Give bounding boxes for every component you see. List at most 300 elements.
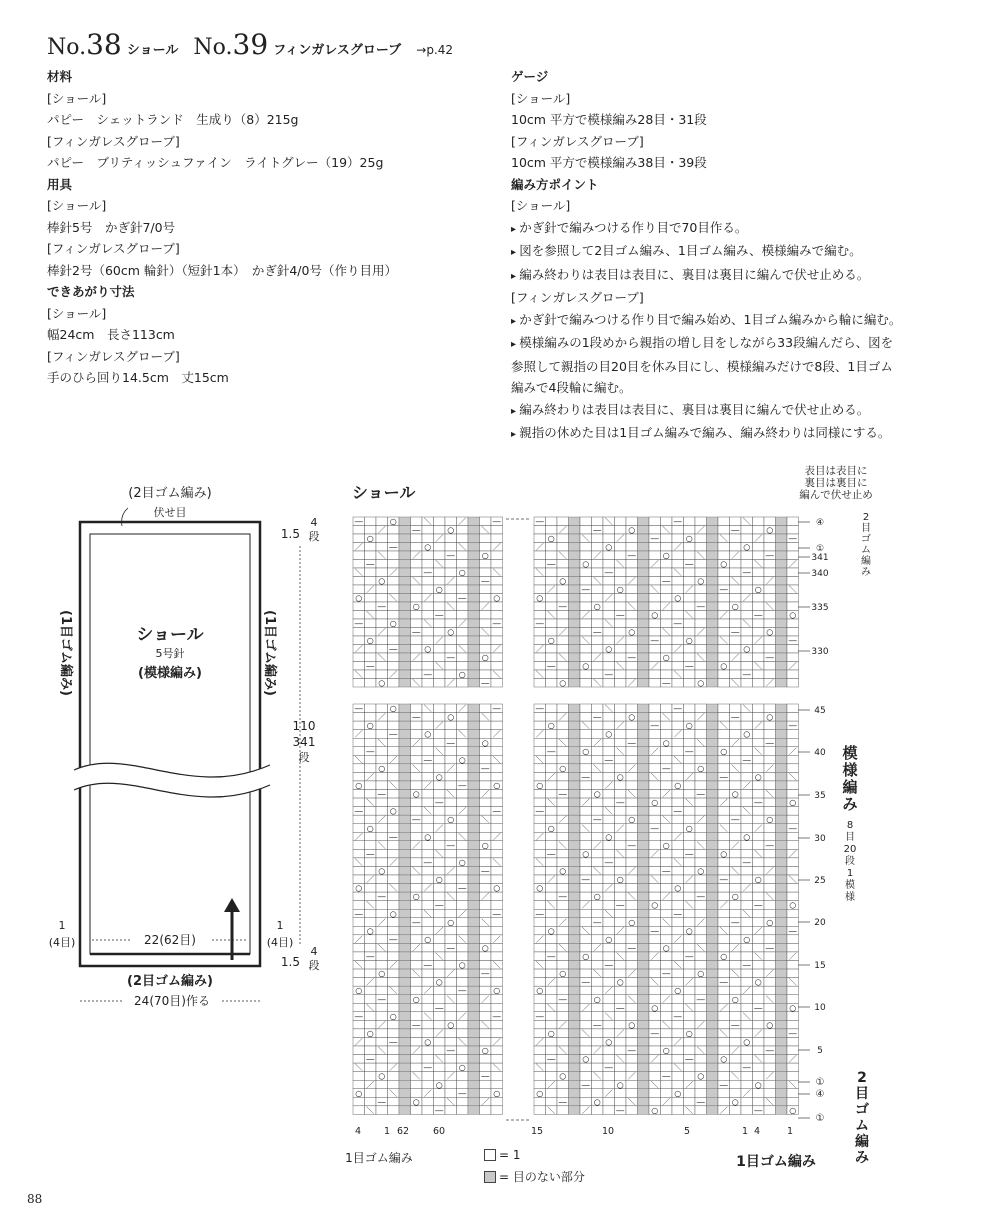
chart-cell bbox=[638, 1029, 650, 1038]
chart-cell bbox=[580, 628, 592, 637]
chart-cell bbox=[741, 1097, 753, 1106]
stitch-symbol: ― bbox=[731, 917, 740, 927]
chart-cell bbox=[776, 747, 788, 756]
chart-cell bbox=[557, 1055, 569, 1064]
chart-cell bbox=[457, 636, 469, 645]
chart-cell bbox=[615, 602, 627, 611]
chart-cell bbox=[764, 832, 776, 841]
chart-cell bbox=[569, 884, 581, 893]
stitch-symbol: ／ bbox=[788, 1054, 797, 1064]
chart-cell bbox=[695, 594, 707, 603]
stitch-symbol: ／ bbox=[366, 875, 375, 885]
chart-cell bbox=[445, 594, 457, 603]
chart-cell bbox=[707, 551, 719, 560]
pattern-side-label: 編 bbox=[842, 778, 858, 796]
chart-cell bbox=[603, 995, 615, 1004]
chart-cell bbox=[569, 849, 581, 858]
chart-cell bbox=[730, 662, 742, 671]
chart-cell bbox=[776, 721, 788, 730]
chart-cell bbox=[353, 1029, 365, 1038]
chart-cell bbox=[672, 901, 684, 910]
chart-cell bbox=[638, 798, 650, 807]
stitch-symbol: ― bbox=[765, 653, 774, 662]
left-rib-label: (1目ゴム編み) bbox=[58, 610, 73, 696]
chart-cell bbox=[649, 892, 661, 901]
chart-cell bbox=[707, 918, 719, 927]
chart-cell bbox=[399, 577, 411, 586]
chart-cell bbox=[353, 1097, 365, 1106]
chart-cell bbox=[730, 747, 742, 756]
chart-cell bbox=[468, 1080, 480, 1089]
chart-cell bbox=[569, 704, 581, 713]
chart-cell bbox=[434, 670, 446, 679]
chart-cell bbox=[468, 755, 480, 764]
chart-cell bbox=[741, 978, 753, 987]
stitch-symbol: ○ bbox=[743, 644, 751, 654]
chart-cell bbox=[580, 755, 592, 764]
chart-cell bbox=[457, 995, 469, 1004]
stitch-symbol: ― bbox=[662, 866, 671, 876]
chart-cell bbox=[707, 884, 719, 893]
chart-cell bbox=[445, 978, 457, 987]
chart-cell bbox=[411, 986, 423, 995]
chart-cell bbox=[626, 755, 638, 764]
chart-cell bbox=[480, 1080, 492, 1089]
chart-cell bbox=[376, 884, 388, 893]
chart-cell bbox=[649, 909, 661, 918]
chart-cell bbox=[753, 628, 765, 637]
chart-cell bbox=[457, 926, 469, 935]
chart-cell bbox=[592, 730, 604, 739]
stitch-symbol: ○ bbox=[766, 815, 774, 825]
row-marker: 10 bbox=[814, 1003, 826, 1013]
chart-cell bbox=[569, 1097, 581, 1106]
stitch-symbol: ／ bbox=[731, 738, 740, 748]
stitch-symbol: ＼ bbox=[366, 1105, 375, 1115]
chart-cell bbox=[422, 602, 434, 611]
chart-cell bbox=[592, 781, 604, 790]
stitch-symbol: ／ bbox=[492, 832, 501, 842]
chart-cell bbox=[468, 628, 480, 637]
stitch-symbol: ○ bbox=[731, 789, 739, 799]
chart-cell bbox=[353, 1055, 365, 1064]
chart-cell bbox=[741, 1106, 753, 1115]
stitch-symbol: ○ bbox=[547, 636, 555, 645]
stitch-symbol: ― bbox=[446, 840, 455, 850]
chart-cell bbox=[411, 781, 423, 790]
chart-cell bbox=[707, 1063, 719, 1072]
chart-cell bbox=[638, 747, 650, 756]
stitch-symbol: ○ bbox=[720, 661, 728, 671]
chart-cell bbox=[388, 628, 400, 637]
chart-cell bbox=[365, 764, 377, 773]
section-heading: できあがり寸法 bbox=[47, 284, 135, 299]
stitch-symbol: ／ bbox=[446, 969, 455, 979]
chart-cell bbox=[457, 1046, 469, 1055]
stitch-symbol: ＼ bbox=[754, 661, 763, 671]
stitch-symbol: ○ bbox=[547, 823, 555, 833]
stitch-symbol: ／ bbox=[423, 1088, 432, 1098]
stitch-symbol: ＼ bbox=[446, 789, 455, 799]
chart-cell bbox=[569, 628, 581, 637]
stitch-symbol: ○ bbox=[697, 576, 705, 586]
stitch-symbol: ○ bbox=[447, 525, 455, 535]
chart-cell bbox=[534, 841, 546, 850]
chart-cell bbox=[730, 875, 742, 884]
chart-cell bbox=[491, 764, 503, 773]
chart-cell bbox=[730, 704, 742, 713]
chart-cell bbox=[661, 832, 673, 841]
chart-cell bbox=[491, 560, 503, 569]
chart-cell bbox=[787, 935, 799, 944]
chart-cell bbox=[718, 884, 730, 893]
chart-cell bbox=[592, 824, 604, 833]
stitch-symbol: ／ bbox=[731, 653, 740, 662]
chart-cell bbox=[661, 619, 673, 628]
chart-cell bbox=[399, 585, 411, 594]
chart-cell bbox=[399, 526, 411, 535]
chart-cell bbox=[434, 943, 446, 952]
chart-cell bbox=[546, 884, 558, 893]
stitch-symbol: ― bbox=[754, 1105, 763, 1115]
stitch-symbol: ― bbox=[765, 551, 774, 560]
chart-cell bbox=[480, 747, 492, 756]
page-reference: →p.42 bbox=[416, 43, 454, 57]
chart-cell bbox=[764, 875, 776, 884]
chart-cell bbox=[764, 909, 776, 918]
chart-cell bbox=[399, 636, 411, 645]
stitch-symbol: ○ bbox=[616, 772, 624, 782]
chart-cell bbox=[376, 858, 388, 867]
chart-cell bbox=[557, 798, 569, 807]
chart-cell bbox=[468, 1029, 480, 1038]
stitch-symbol: ／ bbox=[389, 670, 398, 679]
chart-cell bbox=[707, 721, 719, 730]
stitch-symbol: ／ bbox=[673, 934, 682, 944]
text-line: 幅24cm 長さ113cm bbox=[47, 327, 175, 342]
top-rows-cm: 1.5 bbox=[280, 527, 300, 541]
chart-cell bbox=[730, 1012, 742, 1021]
chart-cell bbox=[753, 1020, 765, 1029]
chart-cell bbox=[649, 704, 661, 713]
chart-cell bbox=[445, 781, 457, 790]
stitch-symbol: ○ bbox=[651, 1105, 659, 1115]
chart-cell bbox=[730, 798, 742, 807]
chart-cell bbox=[626, 961, 638, 970]
chart-cell bbox=[399, 679, 411, 688]
stitch-symbol: ／ bbox=[435, 926, 444, 936]
chart-cell bbox=[626, 670, 638, 679]
chart-cell bbox=[569, 1012, 581, 1021]
chart-cell bbox=[445, 875, 457, 884]
chart-cell bbox=[718, 866, 730, 875]
stitch-symbol: ○ bbox=[731, 1097, 739, 1107]
chart-cell bbox=[569, 781, 581, 790]
chart-cell bbox=[695, 832, 707, 841]
chart-cell bbox=[580, 730, 592, 739]
chart-cell bbox=[491, 534, 503, 543]
chart-cell bbox=[707, 730, 719, 739]
chart-cell bbox=[376, 901, 388, 910]
chart-cell bbox=[661, 849, 673, 858]
stitch-symbol: ＼ bbox=[481, 627, 490, 637]
chart-cell bbox=[580, 1020, 592, 1029]
chart-cell bbox=[649, 679, 661, 688]
chart-cell bbox=[684, 1012, 696, 1021]
chart-cell bbox=[661, 901, 673, 910]
chart-cell bbox=[764, 662, 776, 671]
stitch-symbol: ＼ bbox=[423, 909, 432, 919]
chart-cell bbox=[491, 952, 503, 961]
stitch-symbol: ＼ bbox=[558, 551, 567, 560]
chart-cell bbox=[615, 543, 627, 552]
stitch-symbol: ＼ bbox=[412, 1071, 421, 1081]
chart-cell bbox=[672, 551, 684, 560]
stitch-symbol: ＼ bbox=[650, 977, 659, 987]
stitch-symbol: ○ bbox=[720, 849, 728, 859]
chart-cell bbox=[365, 670, 377, 679]
chart-cell bbox=[787, 602, 799, 611]
chart-cell bbox=[399, 551, 411, 560]
legend-knit-text: = 1 bbox=[499, 1148, 521, 1162]
chart-cell bbox=[787, 543, 799, 552]
legend-knit bbox=[484, 1148, 521, 1162]
chart-cell bbox=[388, 849, 400, 858]
stitch-symbol: ― bbox=[535, 517, 544, 526]
chart-cell bbox=[592, 901, 604, 910]
chart-cell bbox=[399, 772, 411, 781]
stitch-symbol: ＼ bbox=[788, 1080, 797, 1090]
stitch-symbol: ＼ bbox=[604, 806, 613, 816]
chart-cell bbox=[434, 764, 446, 773]
chart-cell bbox=[376, 568, 388, 577]
chart-cell bbox=[718, 909, 730, 918]
chart-cell bbox=[365, 909, 377, 918]
chart-cell bbox=[365, 1072, 377, 1081]
chart-cell bbox=[491, 926, 503, 935]
chart-cell bbox=[445, 858, 457, 867]
chart-cell bbox=[741, 841, 753, 850]
chart-cell bbox=[753, 841, 765, 850]
chart-cell bbox=[603, 841, 615, 850]
chart-cell bbox=[546, 619, 558, 628]
stitch-symbol: ／ bbox=[423, 986, 432, 996]
chart-cell bbox=[649, 815, 661, 824]
chart-cell bbox=[422, 841, 434, 850]
chart-cell bbox=[580, 551, 592, 560]
chart-cell bbox=[684, 918, 696, 927]
chart-cell bbox=[411, 517, 423, 526]
chart-cell bbox=[569, 738, 581, 747]
chart-cell bbox=[434, 969, 446, 978]
stitch-symbol: ― bbox=[458, 593, 467, 603]
chart-cell bbox=[445, 662, 457, 671]
chart-cell bbox=[638, 943, 650, 952]
chart-cell bbox=[776, 926, 788, 935]
chart-cell bbox=[376, 978, 388, 987]
chart-cell bbox=[753, 832, 765, 841]
stitch-symbol: ／ bbox=[458, 909, 467, 919]
chart-cell bbox=[741, 611, 753, 620]
chart-cell bbox=[546, 551, 558, 560]
chart-cell bbox=[684, 517, 696, 526]
chart-cell bbox=[569, 534, 581, 543]
stitch-symbol: ／ bbox=[458, 517, 467, 526]
chart-cell bbox=[422, 875, 434, 884]
chart-cell bbox=[764, 560, 776, 569]
chart-cell bbox=[718, 1089, 730, 1098]
chart-cell bbox=[741, 772, 753, 781]
chart-cell bbox=[764, 824, 776, 833]
chart-cell bbox=[557, 534, 569, 543]
stitch-symbol: ― bbox=[581, 875, 590, 885]
chart-cell bbox=[741, 560, 753, 569]
chart-cell bbox=[445, 849, 457, 858]
chart-cell bbox=[422, 1080, 434, 1089]
chart-cell bbox=[615, 1097, 627, 1106]
chart-cell bbox=[557, 926, 569, 935]
chart-cell bbox=[365, 832, 377, 841]
chart-cell bbox=[684, 961, 696, 970]
chart-cell bbox=[546, 807, 558, 816]
chart-cell bbox=[638, 1097, 650, 1106]
stitch-symbol: ／ bbox=[765, 1071, 774, 1081]
chart-cell bbox=[365, 577, 377, 586]
chart-cell bbox=[388, 738, 400, 747]
stitch-symbol: ／ bbox=[788, 746, 797, 756]
chart-cell bbox=[787, 670, 799, 679]
row-marker: 15 bbox=[814, 961, 826, 971]
chart-cell bbox=[468, 815, 480, 824]
chart-cell bbox=[776, 849, 788, 858]
row-marker: 5 bbox=[817, 1046, 823, 1056]
chart-cell bbox=[615, 866, 627, 875]
chart-cell bbox=[445, 832, 457, 841]
stitch-symbol: ○ bbox=[389, 1011, 397, 1021]
stitch-symbol: ○ bbox=[536, 593, 544, 603]
chart-cell bbox=[684, 1020, 696, 1029]
chart-cell bbox=[388, 772, 400, 781]
chart-cell bbox=[753, 986, 765, 995]
stitch-symbol: ＼ bbox=[662, 712, 671, 722]
chart-cell bbox=[615, 653, 627, 662]
chart-cell bbox=[615, 619, 627, 628]
chart-cell bbox=[546, 628, 558, 637]
chart-cell bbox=[468, 961, 480, 970]
chart-cell bbox=[592, 926, 604, 935]
stitch-symbol: ― bbox=[377, 789, 386, 799]
chart-cell bbox=[638, 1037, 650, 1046]
chart-cell bbox=[569, 755, 581, 764]
stitch-symbol: ― bbox=[389, 934, 398, 944]
chart-cell bbox=[753, 619, 765, 628]
chart-cell bbox=[684, 832, 696, 841]
chart-cell bbox=[672, 1020, 684, 1029]
chart-cell bbox=[707, 926, 719, 935]
rib-side-label: み bbox=[855, 1150, 869, 1166]
chart-cell bbox=[353, 551, 365, 560]
chart-cell bbox=[468, 1020, 480, 1029]
chart-cell bbox=[718, 764, 730, 773]
stitch-symbol: ／ bbox=[558, 712, 567, 722]
stitch-symbol: ― bbox=[650, 926, 659, 936]
stitch-symbol: ― bbox=[377, 892, 386, 902]
chart-cell bbox=[638, 628, 650, 637]
chart-cell bbox=[445, 534, 457, 543]
stitch-symbol: ＼ bbox=[435, 1054, 444, 1064]
stitch-symbol: ○ bbox=[697, 969, 705, 979]
stitch-symbol: ○ bbox=[789, 900, 797, 910]
stitch-symbol: ＼ bbox=[535, 568, 544, 577]
chart-cell bbox=[753, 730, 765, 739]
stitch-symbol: ― bbox=[742, 568, 751, 577]
chart-cell bbox=[615, 670, 627, 679]
stitch-symbol: ＼ bbox=[593, 969, 602, 979]
chart-cell bbox=[707, 1029, 719, 1038]
chart-cell bbox=[445, 772, 457, 781]
chart-cell bbox=[592, 747, 604, 756]
chart-cell bbox=[753, 764, 765, 773]
stitch-symbol: ／ bbox=[423, 781, 432, 790]
chart-cell bbox=[434, 713, 446, 722]
chart-cell bbox=[411, 824, 423, 833]
chart-cell bbox=[580, 713, 592, 722]
text-line: ▸ 編み終わりは表目は表目に、裏目は裏目に編んで伏せ止める。 bbox=[511, 264, 951, 288]
stitch-symbol: ＼ bbox=[616, 849, 625, 859]
text-line: ▸ かぎ針で編みつける作り目で編み始め、1目ゴム編みから輪に編む。 bbox=[511, 309, 951, 333]
chart-cell bbox=[730, 884, 742, 893]
chart-cell bbox=[480, 798, 492, 807]
chart-cell bbox=[753, 1012, 765, 1021]
chart-cell bbox=[684, 969, 696, 978]
chart-cell bbox=[491, 1046, 503, 1055]
chart-cell bbox=[422, 926, 434, 935]
chart-cell bbox=[695, 730, 707, 739]
chart-cell bbox=[457, 1080, 469, 1089]
chart-cell bbox=[422, 738, 434, 747]
chart-cell bbox=[603, 534, 615, 543]
edge-sts-right: (4目) bbox=[266, 936, 294, 949]
stitch-symbol: ― bbox=[696, 892, 705, 902]
chart-cell bbox=[422, 721, 434, 730]
stitch-symbol: ／ bbox=[535, 832, 544, 842]
chart-cell bbox=[580, 1046, 592, 1055]
stitch-symbol: ＼ bbox=[446, 994, 455, 1004]
chart-cell bbox=[388, 952, 400, 961]
chart-cell bbox=[557, 858, 569, 867]
stitch-symbol: ＼ bbox=[366, 1003, 375, 1013]
chart-cell bbox=[353, 636, 365, 645]
chart-cell bbox=[615, 935, 627, 944]
chart-cell bbox=[580, 858, 592, 867]
chart-cell bbox=[592, 1037, 604, 1046]
chart-cell bbox=[353, 713, 365, 722]
chart-cell bbox=[569, 543, 581, 552]
chart-cell bbox=[534, 662, 546, 671]
chart-cell bbox=[569, 568, 581, 577]
chart-cell bbox=[707, 824, 719, 833]
chart-cell bbox=[468, 602, 480, 611]
chart-cell bbox=[376, 755, 388, 764]
chart-cell bbox=[399, 986, 411, 995]
stitch-symbol: ＼ bbox=[412, 576, 421, 586]
stitch-symbol: ＼ bbox=[481, 525, 490, 535]
text-line: 手のひら回り14.5cm 丈15cm bbox=[47, 370, 229, 385]
chart-cell bbox=[695, 781, 707, 790]
chart-cell bbox=[741, 764, 753, 773]
chart-cell bbox=[776, 645, 788, 654]
stitch-symbol: ― bbox=[662, 969, 671, 979]
